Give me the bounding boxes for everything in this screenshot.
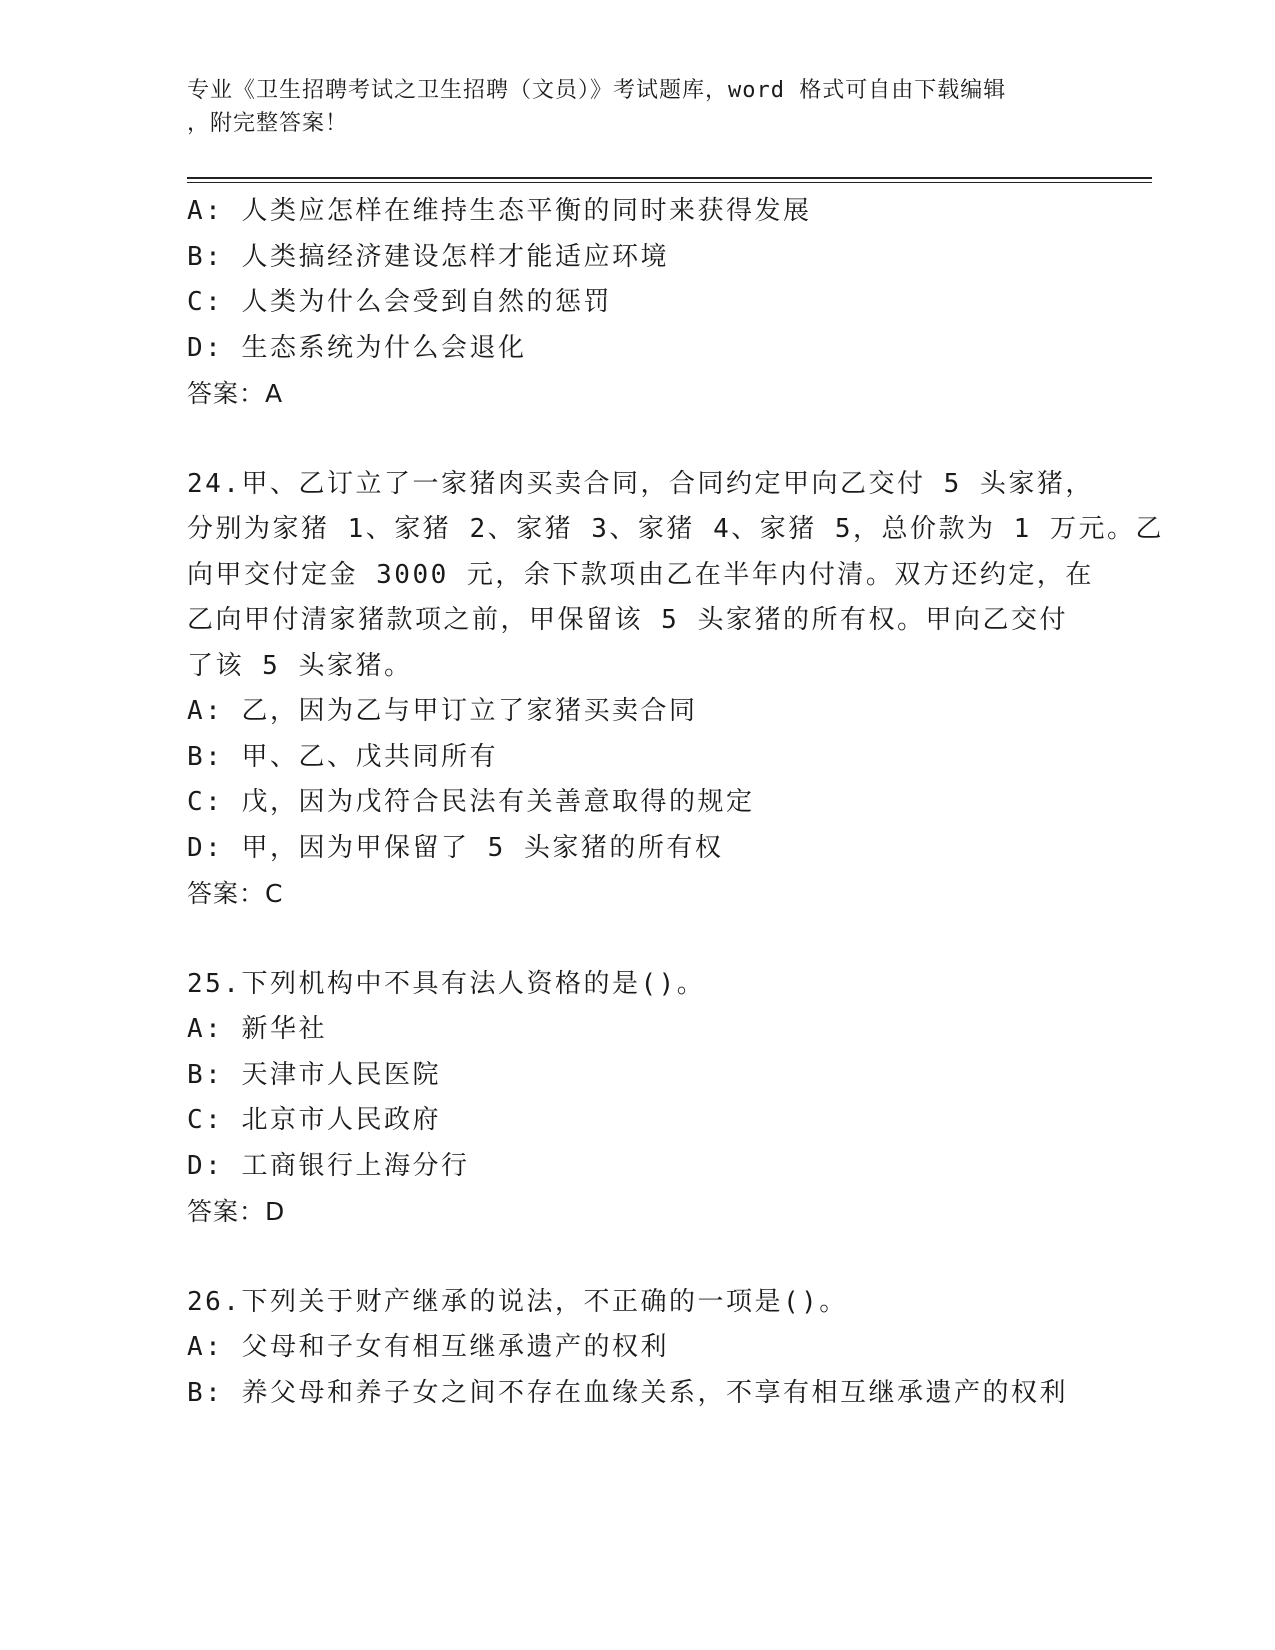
option-c: C: 人类为什么会受到自然的惩罚 [187, 287, 612, 317]
spacer [187, 917, 1087, 962]
option-a: A: 乙，因为乙与甲订立了家猪买卖合同 [187, 696, 698, 726]
header-title-line-2: ，附完整答案！ [187, 111, 349, 136]
option-b: B: 养父母和养子女之间不存在血缘关系，不享有相互继承遗产的权利 [187, 1377, 1068, 1408]
question-list [187, 189, 1164, 1416]
header-divider-thin [187, 182, 1152, 183]
answer-label: 答案：C [187, 879, 284, 908]
question-stem-line: 分别为家猪 1、家猪 2、家猪 3、家猪 4、家猪 5，总价款为 1 万元。乙 [187, 514, 1164, 544]
header-title-line-1: 专业《卫生招聘考试之卫生招聘（文员）》考试题库，word 格式可自由下载编辑 [187, 78, 1007, 103]
answer-label: 答案：D [187, 1197, 286, 1226]
option-b: B: 人类搞经济建设怎样才能适应环境 [187, 241, 669, 272]
option-a: A: 新华社 [187, 1014, 327, 1044]
option-d: D: 工商银行上海分行 [187, 1150, 470, 1181]
question-stem-line: 24.甲、乙订立了一家猪肉买卖合同，合同约定甲向乙交付 5 头家猪， [187, 468, 1094, 499]
option-d: D: 甲，因为甲保留了 5 头家猪的所有权 [187, 832, 724, 863]
question-stem: 26.下列关于财产继承的说法，不正确的一项是()。 [187, 1286, 848, 1317]
option-a: A: 父母和子女有相互继承遗产的权利 [187, 1332, 669, 1362]
header-divider-thick [187, 177, 1152, 179]
answer-label: 答案：A [187, 379, 284, 408]
question-23 [187, 189, 1087, 417]
page-header [187, 74, 1067, 140]
question-24 [187, 462, 1164, 917]
spacer [187, 1235, 1087, 1280]
option-c: C: 北京市人民政府 [187, 1105, 441, 1135]
question-stem-line: 了该 5 头家猪。 [187, 650, 413, 681]
option-b: B: 甲、乙、戊共同所有 [187, 741, 498, 772]
spacer [187, 417, 1087, 462]
question-stem-line: 向甲交付定金 3000 元，余下款项由乙在半年内付清。双方还约定，在 [187, 559, 1094, 590]
question-stem: 25.下列机构中不具有法人资格的是()。 [187, 968, 706, 999]
question-stem-line: 乙向甲付清家猪款项之前，甲保留该 5 头家猪的所有权。甲向乙交付 [187, 605, 1068, 635]
option-d: D: 生态系统为什么会退化 [187, 332, 527, 363]
option-a: A: 人类应怎样在维持生态平衡的同时来获得发展 [187, 196, 812, 226]
option-c: C: 戊，因为戊符合民法有关善意取得的规定 [187, 787, 755, 817]
question-25 [187, 962, 1087, 1235]
question-26 [187, 1280, 1087, 1417]
option-b: B: 天津市人民医院 [187, 1059, 441, 1090]
